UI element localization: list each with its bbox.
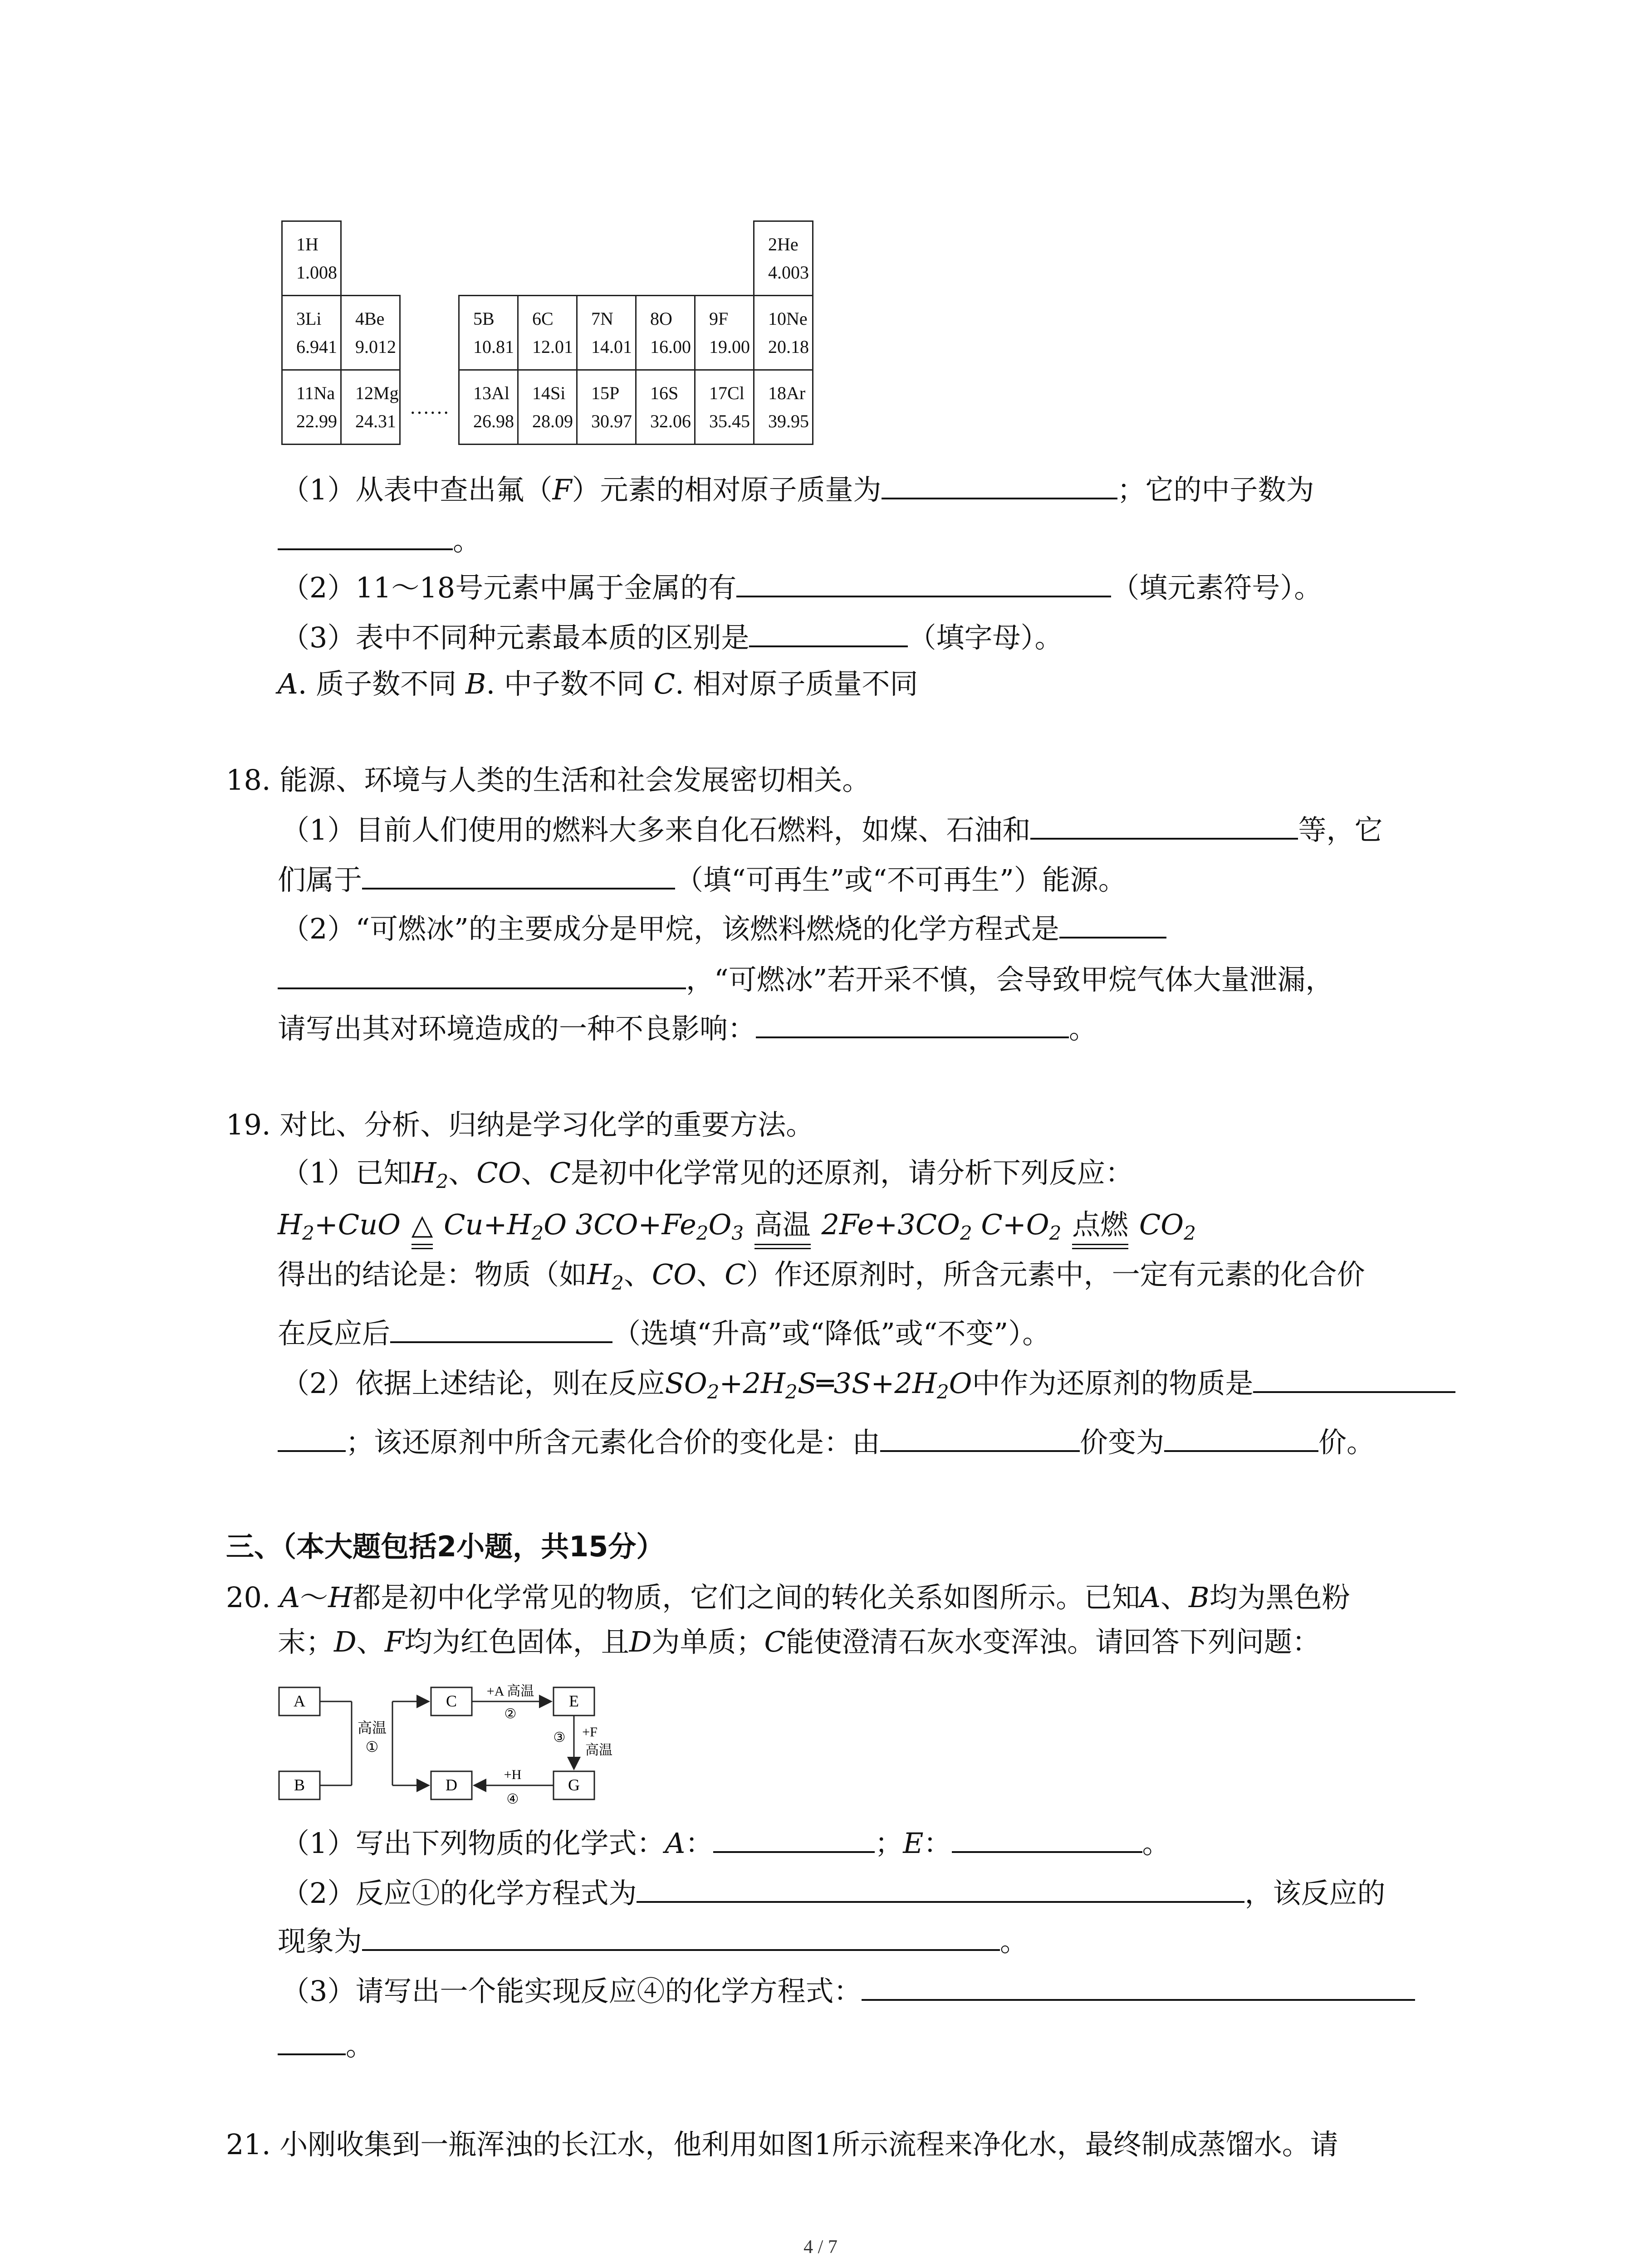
answer-blank[interactable]	[390, 1316, 612, 1343]
q19-title: 19. 对比、分析、归纳是学习化学的重要方法。	[226, 1108, 814, 1141]
q18-title: 18. 能源、环境与人类的生活和社会发展密切相关。	[226, 763, 871, 797]
reaction-condition-ignite: 点燃	[1070, 1207, 1130, 1249]
element-symbol: 14Si	[532, 382, 566, 403]
empty-cell	[459, 221, 518, 296]
merge-connector	[320, 1701, 429, 1785]
q20-stem-line2: 末；D、F均为红色固体，且D为单质；C能使澄清石灰水变浑浊。请回答下列问题：	[278, 1625, 1320, 1658]
q19-equations: $H_2+CuO$ △ $Cu+H_2O$ $3CO+Fe_2O_3$ 高温 $2Fe+3CO_2$ $C+O_2$ 点燃 $CO_2$	[278, 1207, 1196, 1249]
element-cell	[341, 370, 400, 445]
svg-text:G: G	[568, 1776, 580, 1794]
element-symbol: 15P	[591, 382, 620, 403]
periodic-table	[281, 220, 813, 445]
element-mass: 26.98	[473, 411, 514, 431]
element-symbol: 1H	[296, 234, 318, 254]
answer-blank[interactable]	[278, 523, 453, 550]
element-mass: 12.01	[532, 336, 573, 357]
svg-text:B: B	[294, 1776, 305, 1794]
element-mass: 35.45	[709, 411, 750, 431]
q18-part1-cont: 们属于 （填“可再生”或“不可再生”）能源。	[278, 863, 1127, 896]
element-symbol: 17Cl	[709, 382, 745, 403]
node-B	[279, 1771, 320, 1799]
q17-part2: （2）11～18号元素中属于金属的有 （填元素符号）。	[281, 571, 1323, 604]
svg-text:D: D	[446, 1776, 457, 1794]
answer-blank[interactable]	[278, 2028, 346, 2055]
element-mass: 16.00	[650, 336, 691, 357]
empty-cell	[695, 221, 754, 296]
arrow-C-to-E	[472, 1684, 551, 1721]
answer-blank[interactable]	[882, 472, 1117, 499]
svg-text:E: E	[569, 1692, 579, 1710]
element-cell	[695, 370, 754, 445]
element-cell	[518, 296, 577, 370]
node-E	[554, 1687, 594, 1716]
q20-part2: （2）反应①的化学方程式为 ，该反应的	[281, 1877, 1386, 1910]
element-symbol: 5B	[473, 308, 495, 329]
answer-blank[interactable]	[1164, 1425, 1318, 1452]
empty-cell	[400, 296, 459, 370]
q18-part2-cont2: 请写出其对环境造成的一种不良影响： 。	[278, 1012, 1097, 1045]
q17-options: A. 质子数不同 B. 中子数不同 C. 相对原子质量不同	[278, 667, 918, 700]
svg-text:高温: 高温	[585, 1743, 612, 1758]
q20-stem-line1: 20. A～H都是初中化学常见的物质，它们之间的转化关系如图所示。已知A、B均为黑色粉	[226, 1581, 1350, 1614]
element-symbol: 16S	[650, 382, 679, 403]
empty-cell	[400, 221, 459, 296]
element-mass: 30.97	[591, 411, 632, 431]
element-cell	[341, 296, 400, 370]
transformation-diagram	[274, 1678, 665, 1814]
q20-part1: （1）写出下列物质的化学式：A： ；E： 。	[281, 1827, 1171, 1860]
element-symbol: 12Mg	[355, 382, 399, 403]
element-symbol: 10Ne	[768, 308, 808, 329]
element-mass: 32.06	[650, 411, 691, 431]
element-cell	[754, 296, 813, 370]
q19-part2-cont: ；该还原剂中所含元素化合价的变化是：由 价变为 价。	[278, 1424, 1375, 1461]
element-symbol: 7N	[591, 308, 613, 329]
q17-part1-cont: 。	[278, 523, 481, 559]
element-symbol: 8O	[650, 308, 672, 329]
element-cell	[636, 370, 695, 445]
periodic-row	[282, 370, 813, 445]
element-cell	[636, 296, 695, 370]
answer-blank[interactable]	[1059, 911, 1166, 938]
q17-part1: （1）从表中查出氟（F）元素的相对原子质量为 ；它的中子数为	[281, 473, 1314, 506]
empty-cell	[636, 221, 695, 296]
q19-part2: （2）依据上述结论，则在反应$SO_2+2H_2S═3S+2H_2O$中作为还原剂的物质是	[281, 1365, 1455, 1402]
element-cell	[754, 370, 813, 445]
q18-part1: （1）目前人们使用的燃料大多来自化石燃料，如煤、石油和 等，它	[281, 813, 1383, 846]
section-heading: 三、（本大题包括2小题，共15分）	[226, 1530, 665, 1563]
ellipsis-cell: ……	[409, 396, 450, 418]
empty-cell	[518, 221, 577, 296]
element-mass: 9.012	[355, 336, 396, 357]
cond-1-label: 高温	[357, 1720, 387, 1736]
element-symbol: 13Al	[473, 382, 509, 403]
element-cell	[459, 296, 518, 370]
element-symbol: 3Li	[296, 308, 322, 329]
q17-part3: （3）表中不同种元素最本质的区别是 （填字母）。	[281, 621, 1063, 654]
answer-blank[interactable]	[362, 1924, 1000, 1951]
answer-blank[interactable]	[637, 1876, 1244, 1903]
element-cell	[282, 370, 341, 445]
element-cell	[459, 370, 518, 445]
element-cell	[282, 221, 341, 296]
arrow-G-to-D	[474, 1767, 554, 1807]
answer-blank[interactable]	[952, 1826, 1142, 1853]
periodic-row	[282, 296, 813, 370]
svg-text:+H: +H	[504, 1767, 522, 1782]
element-mass: 20.18	[768, 336, 809, 357]
answer-blank[interactable]	[736, 570, 1111, 597]
answer-blank[interactable]	[862, 1974, 1415, 2001]
element-symbol: 18Ar	[768, 382, 806, 403]
answer-blank[interactable]	[713, 1826, 875, 1853]
element-mass: 1.008	[296, 262, 337, 283]
svg-text:C: C	[446, 1692, 457, 1710]
element-mass: 10.81	[473, 336, 514, 357]
element-mass: 14.01	[591, 336, 632, 357]
answer-blank[interactable]	[880, 1425, 1080, 1452]
element-mass: 19.00	[709, 336, 750, 357]
q21-stem-line1: 21. 小刚收集到一瓶浑浊的长江水，他利用如图1所示流程来净化水，最终制成蒸馏水。请	[226, 2128, 1338, 2161]
periodic-row	[282, 221, 813, 296]
svg-text:+A 高温: +A 高温	[486, 1684, 534, 1699]
node-C	[431, 1687, 472, 1716]
element-mass: 24.31	[355, 411, 396, 431]
q20-part3-cont: 。	[278, 2028, 374, 2064]
q20-part3: （3）请写出一个能实现反应④的化学方程式：	[281, 1973, 1415, 2009]
svg-text:②: ②	[504, 1706, 517, 1721]
q18-part2: （2）“可燃冰”的主要成分是甲烷，该燃料燃烧的化学方程式是	[281, 911, 1166, 947]
answer-blank[interactable]	[1030, 812, 1298, 840]
element-symbol: 4Be	[355, 308, 385, 329]
q19-conclusion: 得出的结论是：物质（如$H_2$、CO、C）作还原剂时，所含元素中，一定有元素的化合价	[278, 1258, 1365, 1294]
answer-blank[interactable]	[278, 1425, 346, 1452]
page-number: 4 / 7	[803, 2237, 838, 2258]
answer-blank[interactable]	[278, 962, 686, 989]
answer-blank[interactable]	[362, 862, 675, 890]
reaction-condition-heat: △	[410, 1207, 435, 1249]
step-1-label: ①	[365, 1739, 379, 1755]
q20-part2-cont: 现象为 。	[278, 1925, 1029, 1958]
q19-part1: （1）已知$H_2$、CO、C是初中化学常见的还原剂，请分析下列反应：	[281, 1156, 1134, 1193]
node-D	[431, 1771, 472, 1799]
svg-text:③: ③	[553, 1730, 566, 1745]
element-mass: 39.95	[768, 411, 809, 431]
element-symbol: 2He	[768, 234, 798, 254]
element-cell	[577, 296, 636, 370]
arrow-E-to-G	[554, 1716, 612, 1769]
element-mass: 22.99	[296, 411, 337, 431]
reaction-condition-high-temp: 高温	[753, 1207, 813, 1249]
empty-cell	[341, 221, 400, 296]
q19-conclusion-cont: 在反应后 （选填“升高”或“降低”或“不变”）。	[278, 1317, 1051, 1350]
element-cell	[518, 370, 577, 445]
element-mass: 4.003	[768, 262, 809, 283]
svg-text:④: ④	[506, 1792, 519, 1807]
answer-blank[interactable]	[1253, 1366, 1455, 1393]
element-mass: 28.09	[532, 411, 573, 431]
node-A	[279, 1687, 320, 1716]
element-cell	[282, 296, 341, 370]
svg-text:A: A	[294, 1692, 305, 1710]
svg-text:+F: +F	[582, 1725, 598, 1740]
answer-blank[interactable]	[749, 620, 908, 647]
answer-blank[interactable]	[756, 1011, 1069, 1038]
empty-cell	[577, 221, 636, 296]
element-symbol: 9F	[709, 308, 729, 329]
element-cell	[695, 296, 754, 370]
element-symbol: 11Na	[296, 382, 335, 403]
element-mass: 6.941	[296, 336, 337, 357]
node-G	[554, 1771, 594, 1799]
element-symbol: 6C	[532, 308, 554, 329]
element-cell	[577, 370, 636, 445]
element-cell	[754, 221, 813, 296]
q18-part2-cont: ，“可燃冰”若开采不慎，会导致甲烷气体大量泄漏，	[278, 962, 1333, 998]
